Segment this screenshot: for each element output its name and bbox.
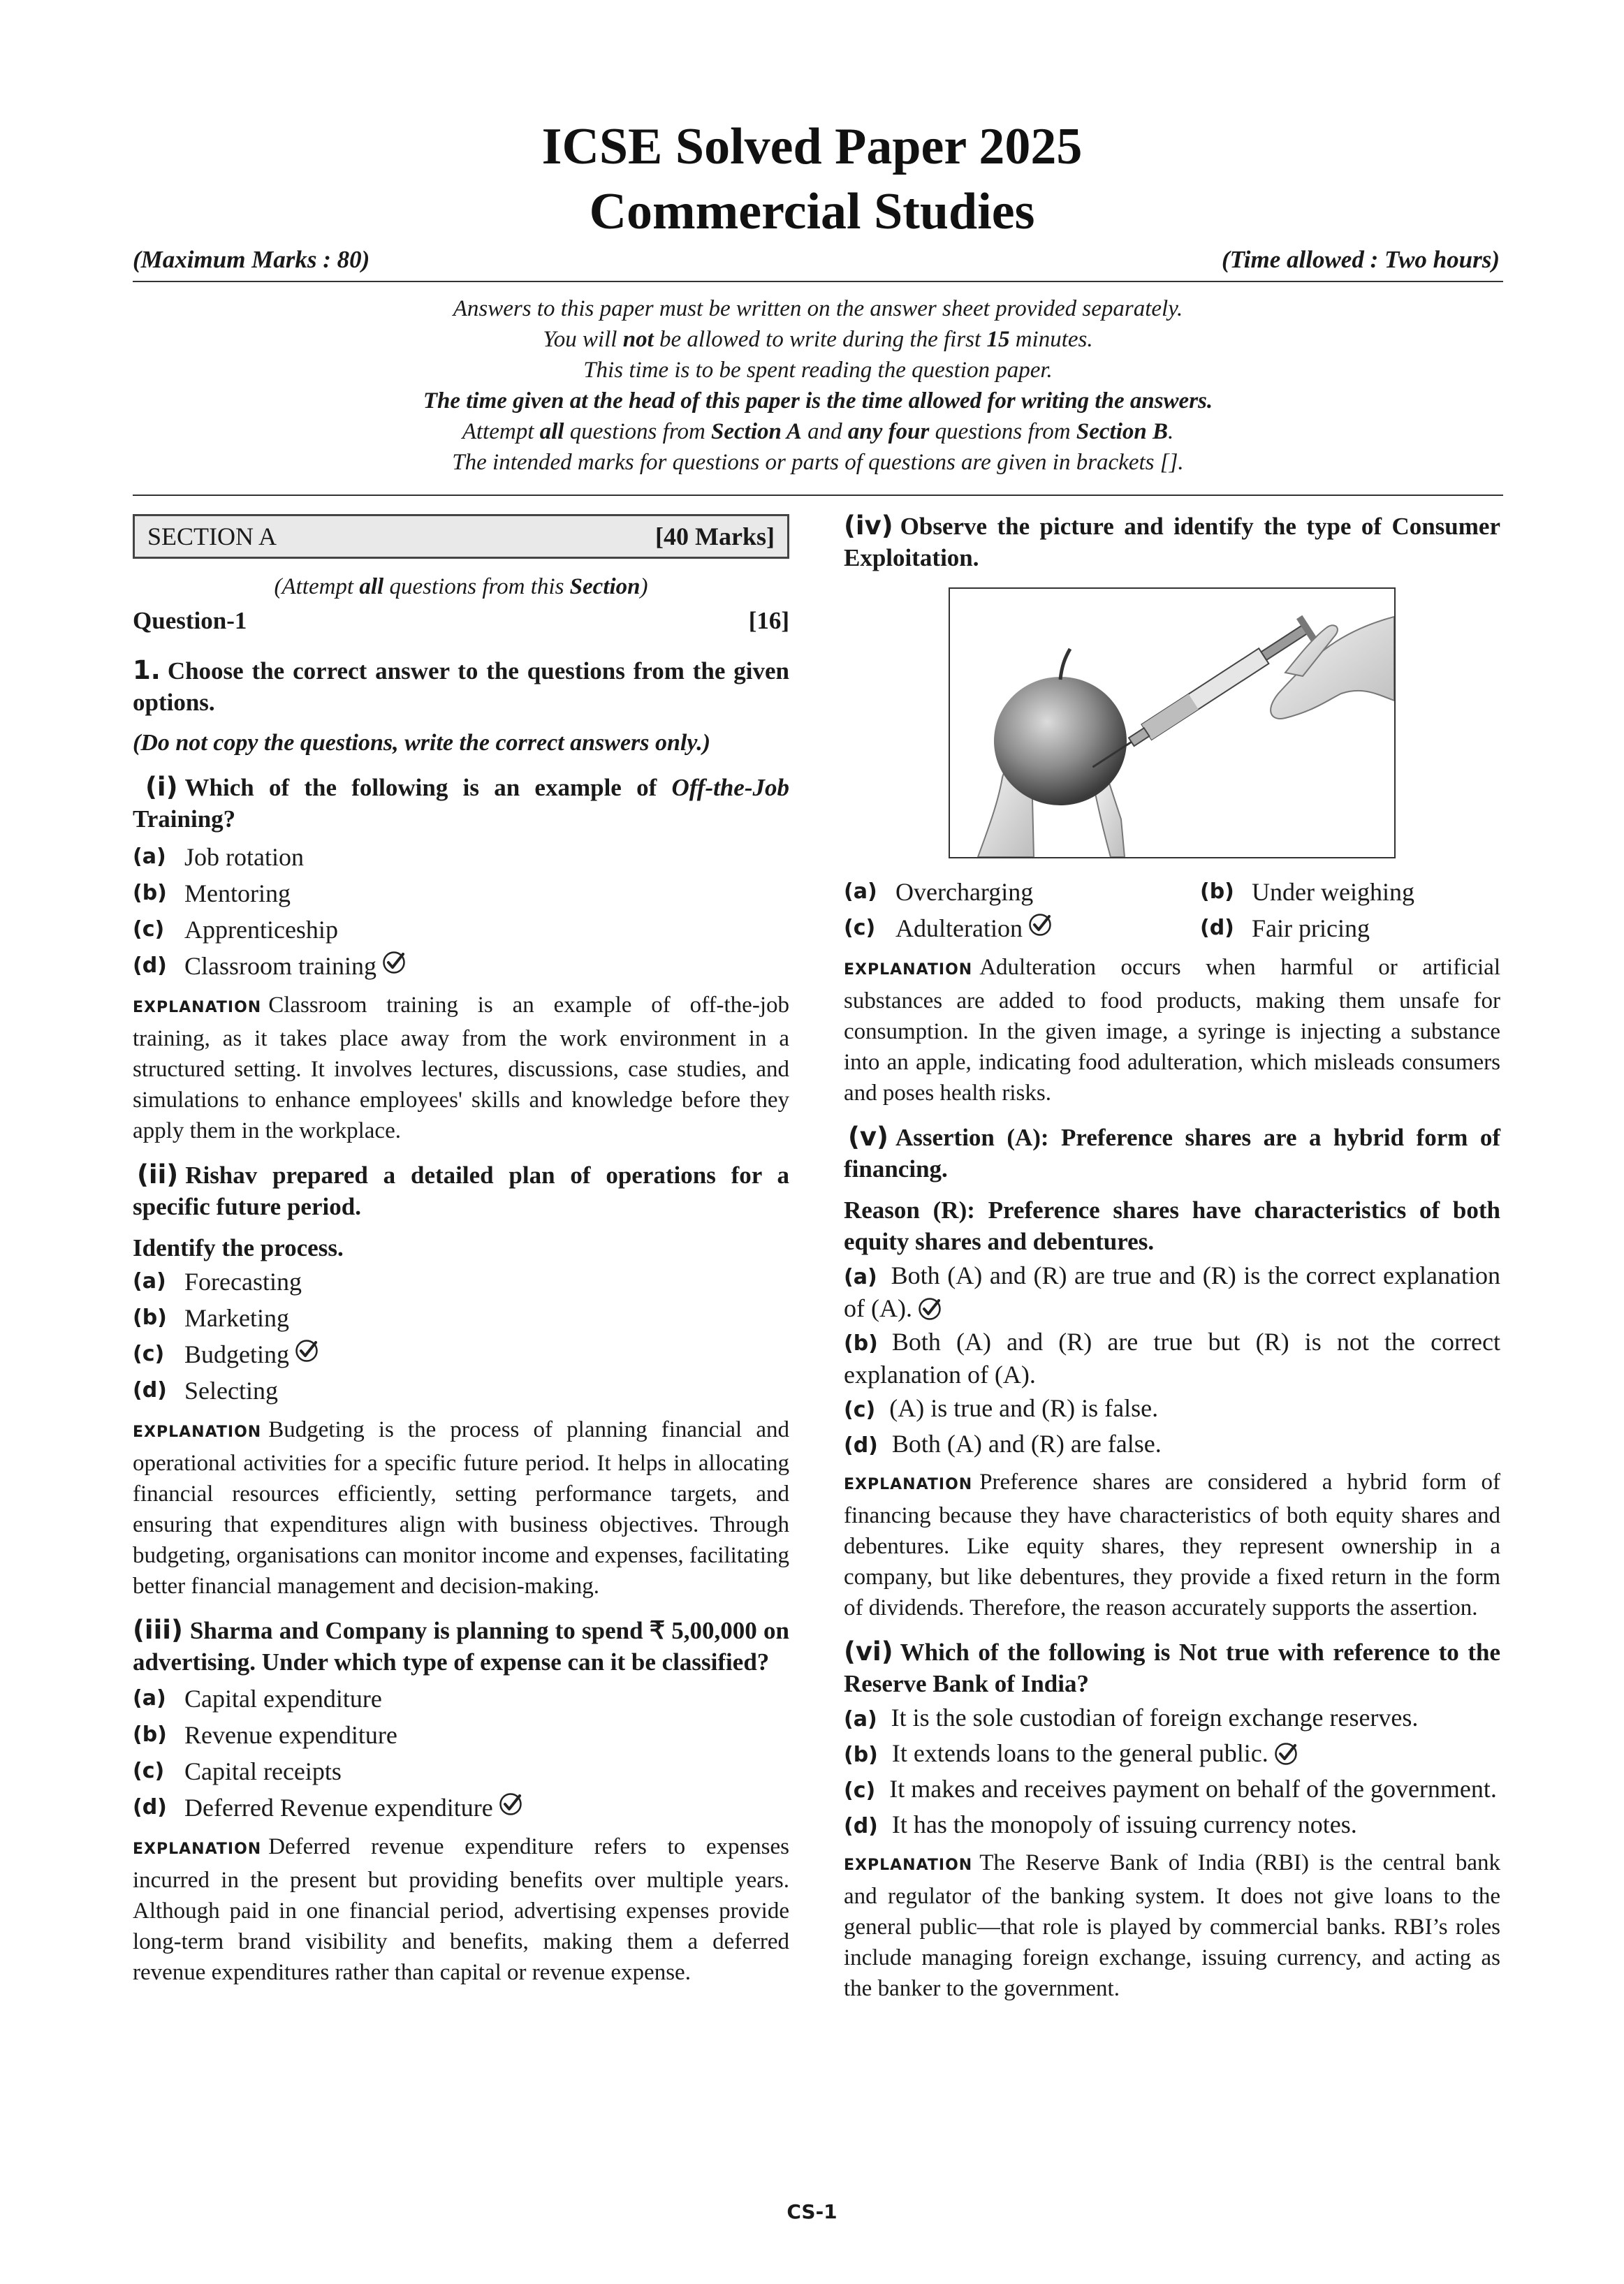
option: (a) Overcharging xyxy=(844,878,1034,906)
instruction-line-6: The intended marks for questions or parts of questions are given in brackets []. xyxy=(452,450,1184,475)
instruction-line-2: You will not be allowed to write during the first 15 minutes. xyxy=(543,327,1093,352)
item-iv-explanation: EXPLANATION Adulteration occurs when harmful or artificial substances are added to food products, making them unsafe for consumption. In the given image, a syringe is injecting a substance into an apple, indicating food adulteration, which misleads consumers and poses health risks. xyxy=(844,955,1500,1106)
option: (d) It has the monopoly of issuing currency notes. xyxy=(844,1810,1357,1838)
option: (c) Apprenticeship xyxy=(133,916,338,944)
item-iii-question: (iii) Sharma and Company is planning to spend ₹ 5,00,000 on advertising. Under which type of expense can it be classified? xyxy=(133,1615,789,1676)
instructions xyxy=(133,293,1503,478)
item-vi-options xyxy=(844,1702,1500,1842)
instruction-line-1: Answers to this paper must be written on the answer sheet provided separately. xyxy=(453,296,1183,321)
item-v-explanation: EXPLANATION Preference shares are considered a hybrid form of financing because they have characteristics of both equity shares and debentures. Like equity shares, they represent ownership in a company, but like debentures, they provide a fixed return in the form of dividends. Therefore, the reason accurately supports the assertion. xyxy=(844,1470,1500,1620)
option: (d) Both (A) and (R) are false. xyxy=(844,1430,1162,1458)
question-label: Question-1 xyxy=(133,607,247,634)
left-column xyxy=(133,510,789,1988)
section-name: SECTION A xyxy=(147,522,277,550)
check-circle-icon xyxy=(499,1789,522,1813)
option-correct: (d) Classroom training xyxy=(133,948,789,984)
syringe-apple-illustration xyxy=(950,589,1394,857)
item-i-explanation: EXPLANATION Classroom training is an example of off-the-job training, as it takes place away from the work environment in a structured setting. It involves lectures, discussions, case studies, and simulations to enhance employees' skills and knowledge before they apply them in the workplace. xyxy=(133,993,789,1143)
item-i-question: (i) Which of the following is an example of Off-the-Job Training? xyxy=(133,772,789,833)
instruction-line-3: This time is to be spent reading the question paper. xyxy=(583,358,1053,383)
option: (a) Job rotation xyxy=(133,843,304,871)
page-number: CS-1 xyxy=(787,2200,837,2223)
instruction-line-5: Attempt all questions from Section A and any four questions from Section B. xyxy=(462,419,1174,444)
option: (a) It is the sole custodian of foreign exchange reserves. xyxy=(844,1704,1419,1732)
item-i-options xyxy=(133,839,789,984)
item-ii-subquestion: Identify the process. xyxy=(133,1234,344,1261)
syringe-apple-image xyxy=(949,587,1396,858)
instruction-line-4: The time given at the head of this paper is the time allowed for writing the answers. xyxy=(423,388,1213,413)
option-correct: (b) It extends loans to the general public. xyxy=(844,1738,1500,1771)
option: (c) It makes and receives payment on behalf of the government. xyxy=(844,1775,1497,1803)
item-iii-options xyxy=(133,1681,789,1826)
question-note: (Do not copy the questions, write the correct answers only.) xyxy=(133,730,711,756)
item-vi-explanation: EXPLANATION The Reserve Bank of India (RBI) is the central bank and regulator of the banking system. It does not give loans to the general public—that role is played by commercial banks. RBI’s roles include managing foreign exchange, issuing currency, and acting as the banker to the government. xyxy=(844,1850,1500,2001)
time-allowed: (Time allowed : Two hours) xyxy=(1222,246,1500,273)
item-v-reason: Reason (R): Preference shares have characteristics of both equity shares and debentures. xyxy=(844,1196,1500,1255)
option: (b) Under weighing xyxy=(1200,878,1414,906)
option: (b) Revenue expenditure xyxy=(133,1721,397,1749)
option: (c) (A) is true and (R) is false. xyxy=(844,1394,1159,1422)
right-column xyxy=(844,510,1500,2004)
item-vi-question: (vi) Which of the following is Not true with reference to the Reserve Bank of India? xyxy=(844,1637,1500,1697)
maximum-marks: (Maximum Marks : 80) xyxy=(133,246,370,273)
option: (c) Capital receipts xyxy=(133,1757,342,1785)
check-circle-icon xyxy=(295,1336,319,1360)
option: (b) Mentoring xyxy=(133,879,291,907)
option: (d) Fair pricing xyxy=(1200,914,1370,942)
check-circle-icon xyxy=(1028,910,1052,934)
divider-top xyxy=(133,281,1503,282)
item-iv-options xyxy=(844,874,1500,946)
option: (d) Selecting xyxy=(133,1377,278,1405)
item-ii-options xyxy=(133,1264,789,1409)
option: (b) Marketing xyxy=(133,1304,289,1332)
item-v-options xyxy=(844,1260,1500,1461)
check-circle-icon xyxy=(382,948,406,972)
option-correct: (a) Both (A) and (R) are true and (R) is the correct explanation of (A). xyxy=(844,1261,1500,1322)
question-marks: [16] xyxy=(748,607,789,634)
item-ii-question: (ii) Rishav prepared a detailed plan of operations for a specific future period. xyxy=(133,1159,789,1220)
check-circle-icon xyxy=(918,1297,942,1321)
option-correct: (c) Adulteration xyxy=(844,910,1200,946)
option-correct: (d) Deferred Revenue expenditure xyxy=(133,1789,789,1826)
item-iv-question: (iv) Observe the picture and identify the type of Consumer Exploitation. xyxy=(844,511,1500,571)
section-instruction: (Attempt all questions from this Section) xyxy=(274,574,648,599)
option: (a) Capital expenditure xyxy=(133,1685,382,1713)
question-stem: 1. Choose the correct answer to the questions from the given options. xyxy=(133,655,789,716)
paper-title: ICSE Solved Paper 2025 xyxy=(541,118,1083,175)
section-marks: [40 Marks] xyxy=(655,522,775,550)
option: (b) Both (A) and (R) are true but (R) is not the correct explanation of (A). xyxy=(844,1328,1500,1389)
item-iii-explanation: EXPLANATION Deferred revenue expenditure refers to expenses incurred in the present but providing benefits over multiple years. Although paid in one financial period, advertising expenses provide long-term brand visibility and benefits, making them a deferred revenue expenditures rather than capital or revenue expense. xyxy=(133,1834,789,1985)
item-ii-explanation: EXPLANATION Budgeting is the process of planning financial and operational activities for a specific future period. It helps in allocating financial resources efficiently, setting performance targets, and ensuring that expenditures align with business objectives. Through budgeting, organisations can monitor income and expenses, facilitating better financial management and decision-making. xyxy=(133,1417,789,1599)
option-correct: (c) Budgeting xyxy=(133,1336,789,1372)
question-heading xyxy=(133,607,789,635)
item-v-question: (v) Assertion (A): Preference shares are a hybrid form of financing. xyxy=(844,1122,1500,1183)
divider-bottom xyxy=(133,495,1503,496)
check-circle-icon xyxy=(1274,1742,1298,1766)
option: (a) Forecasting xyxy=(133,1268,302,1296)
paper-subject: Commercial Studies xyxy=(589,183,1035,240)
section-header xyxy=(133,514,789,559)
